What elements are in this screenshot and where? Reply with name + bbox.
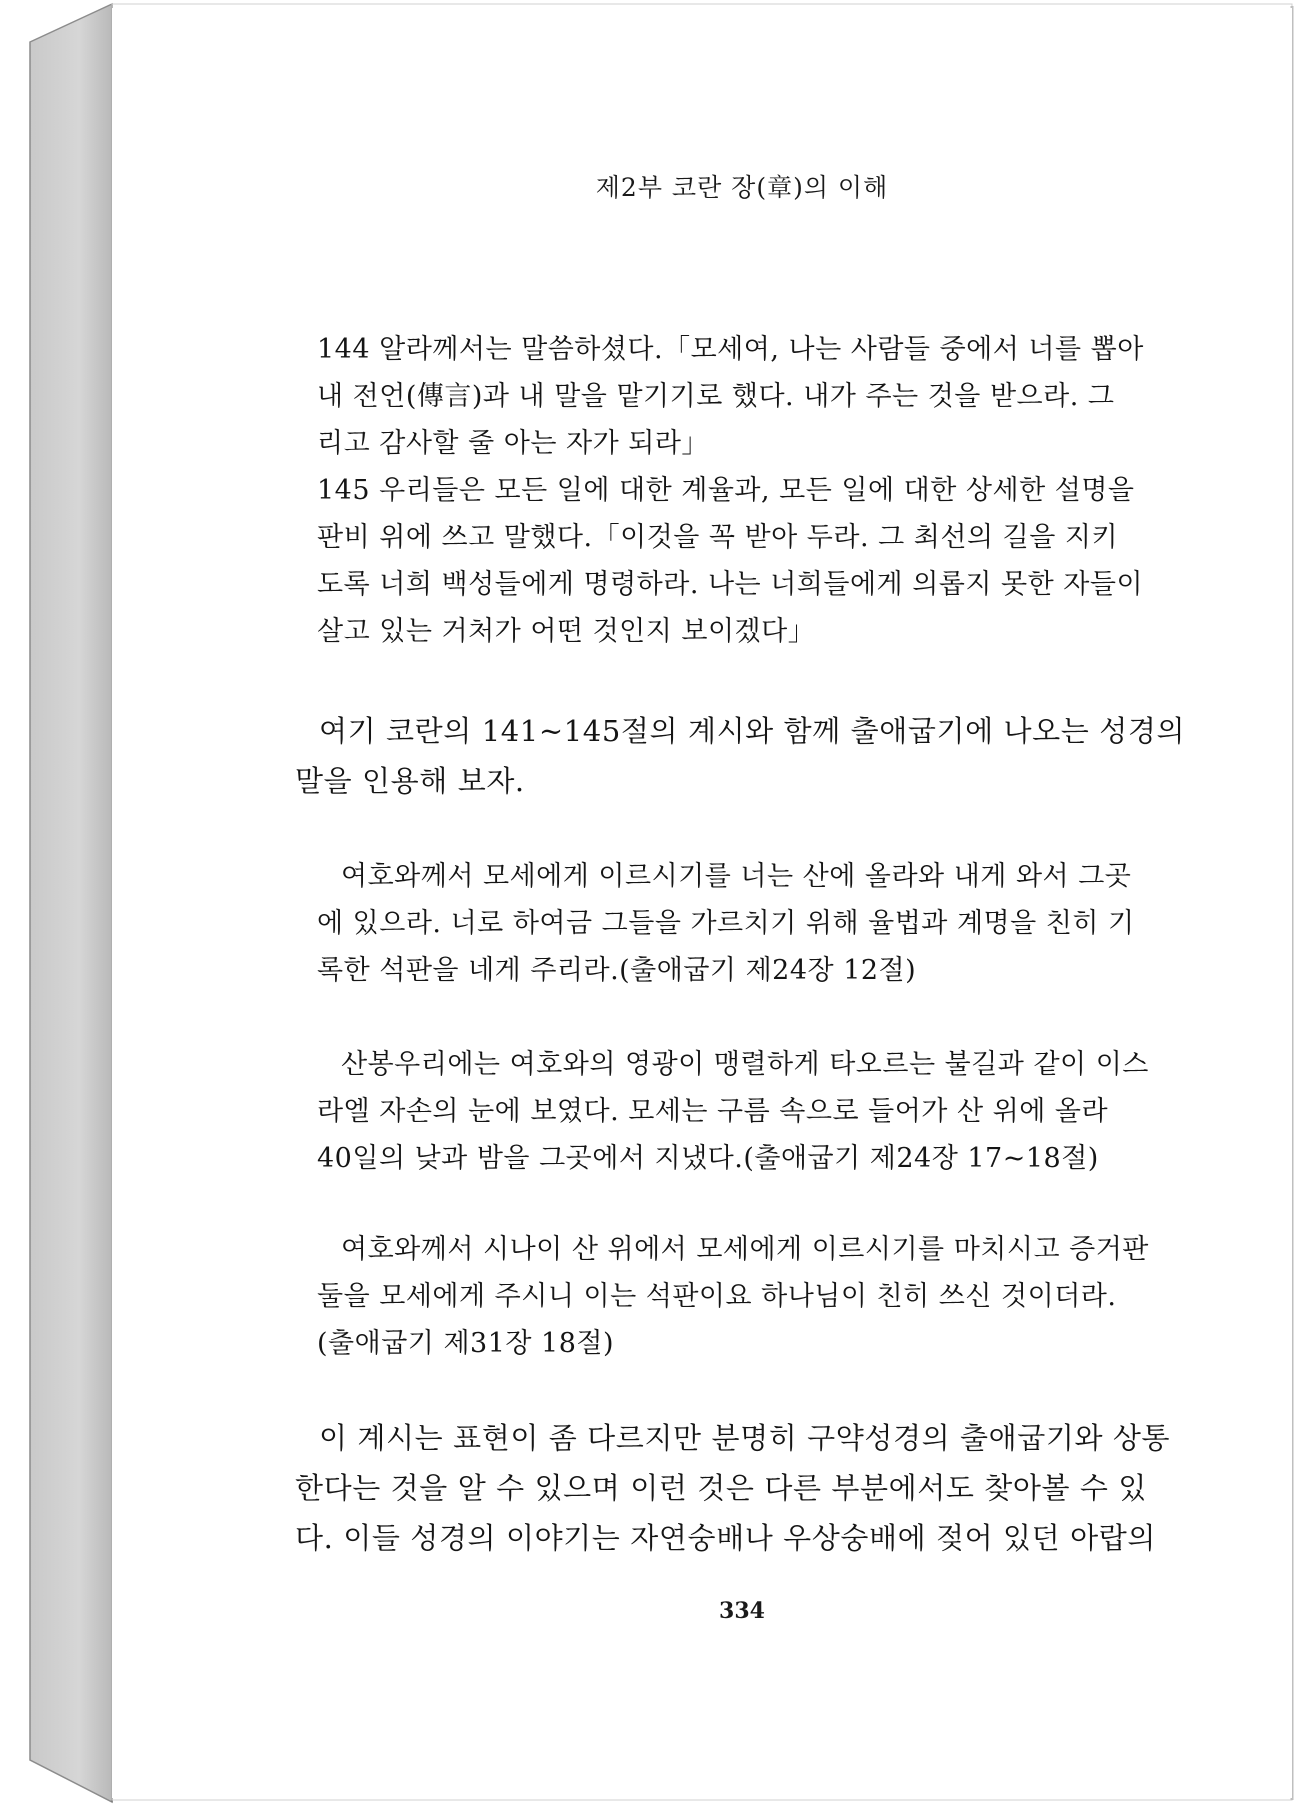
quote-line: 도록 너희 백성들에게 명령하라. 나는 너희들에게 의롭지 못한 자들이	[317, 569, 1144, 600]
quote-line: 리고 감사할 줄 아는 자가 되라」	[317, 428, 709, 459]
book-page	[112, 8, 1292, 1798]
quote-line: 145 우리들은 모든 일에 대한 계율과, 모든 일에 대한 상세한 설명을	[317, 475, 1135, 506]
paragraph-line: 한다는 것을 알 수 있으며 이런 것은 다른 부분에서도 찾아볼 수 있	[295, 1471, 1147, 1505]
quote-line: 라엘 자손의 눈에 보였다. 모세는 구름 속으로 들어가 산 위에 올라	[317, 1096, 1109, 1127]
paragraph-line: 여기 코란의 141~145절의 계시와 함께 출애굽기에 나오는 성경의	[319, 714, 1186, 748]
running-head: 제2부 코란 장(章)의 이해	[595, 173, 889, 202]
bible-quote-exodus-31-18	[317, 1226, 1149, 1367]
quote-line: 살고 있는 거처가 어떤 것인지 보이겠다」	[317, 616, 816, 647]
intro-paragraph	[295, 706, 1185, 806]
quran-quote	[317, 326, 1144, 655]
quote-line: 여호와께서 모세에게 이르시기를 너는 산에 올라와 내게 와서 그곳	[341, 861, 1132, 892]
page-number: 334	[719, 1598, 765, 1624]
quote-line: (출애굽기 제31장 18절)	[317, 1328, 615, 1359]
quote-line: 록한 석판을 네게 주리라.(출애굽기 제24장 12절)	[317, 955, 917, 986]
bible-quote-exodus-24-12	[317, 853, 1135, 994]
paragraph-line: 이 계시는 표현이 좀 다르지만 분명히 구약성경의 출애굽기와 상통	[319, 1421, 1171, 1455]
quote-line: 내 전언(傳言)과 내 말을 맡기기로 했다. 내가 주는 것을 받으라. 그	[317, 381, 1115, 412]
paragraph-line: 말을 인용해 보자.	[295, 764, 525, 798]
quote-line: 에 있으라. 너로 하여금 그들을 가르치기 위해 율법과 계명을 친히 기	[317, 908, 1135, 939]
bible-quote-exodus-24-17	[317, 1041, 1149, 1182]
quote-line: 144 알라께서는 말씀하셨다.「모세여, 나는 사람들 중에서 너를 뽑아	[317, 334, 1144, 365]
paragraph-line: 다. 이들 성경의 이야기는 자연숭배나 우상숭배에 젖어 있던 아랍의	[295, 1521, 1156, 1555]
closing-paragraph	[295, 1413, 1170, 1563]
quote-line: 산봉우리에는 여호와의 영광이 맹렬하게 타오르는 불길과 같이 이스	[341, 1049, 1149, 1080]
quote-line: 둘을 모세에게 주시니 이는 석판이요 하나님이 친히 쓰신 것이더라.	[317, 1281, 1117, 1312]
quote-line: 판비 위에 쓰고 말했다.「이것을 꼭 받아 두라. 그 최선의 길을 지키	[317, 522, 1119, 553]
quote-line: 40일의 낮과 밤을 그곳에서 지냈다.(출애굽기 제24장 17~18절)	[317, 1143, 1099, 1174]
quote-line: 여호와께서 시나이 산 위에서 모세에게 이르시기를 마치시고 증거판	[341, 1234, 1149, 1265]
